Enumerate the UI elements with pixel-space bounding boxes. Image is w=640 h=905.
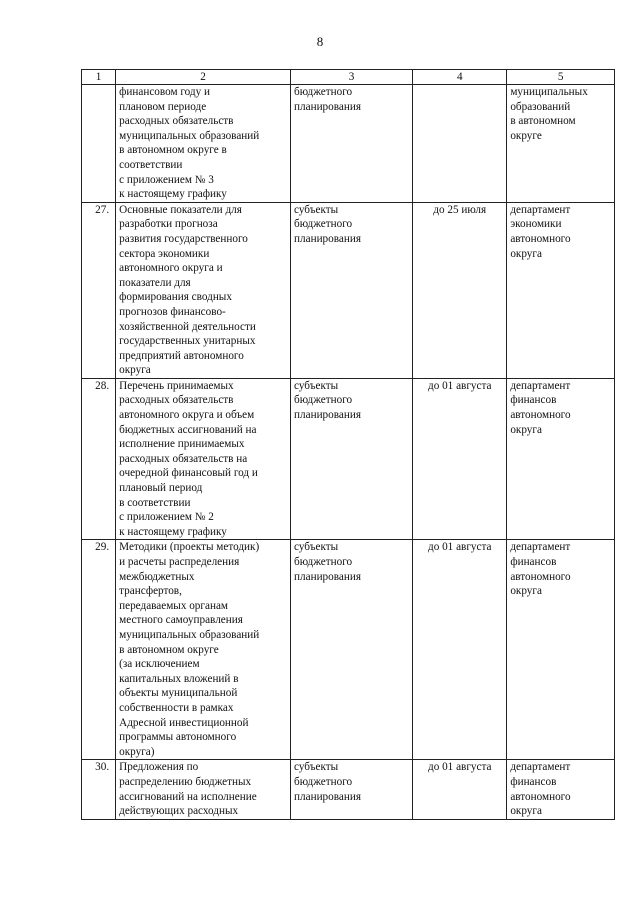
row-recipient: департамент финансов автономного округа bbox=[507, 760, 615, 819]
row-number: 27. bbox=[82, 202, 116, 378]
row-recipient: департамент финансов автономного округа bbox=[507, 540, 615, 760]
header-col-4: 4 bbox=[413, 70, 507, 85]
row-recipient: департамент финансов автономного округа bbox=[507, 378, 615, 540]
table-row bbox=[82, 760, 615, 819]
row-item: Методики (проекты методик) и расчеты распределения межбюджетных трансфертов, передаваемых органам местного самоуправления муниципальных образований в автономном округе (за исключением капитальных вложений в объекты муниципальной собственности в рамках Адресной инвестиционной программы автономного округа) bbox=[116, 540, 291, 760]
row-performer: субъекты бюджетного планирования bbox=[291, 540, 413, 760]
table-row bbox=[82, 378, 615, 540]
row-performer: субъекты бюджетного планирования bbox=[291, 202, 413, 378]
row-number: 28. bbox=[82, 378, 116, 540]
row-deadline: до 01 августа bbox=[413, 760, 507, 819]
header-col-3: 3 bbox=[291, 70, 413, 85]
row-deadline: до 01 августа bbox=[413, 540, 507, 760]
table-row bbox=[82, 85, 615, 203]
page-number: 8 bbox=[316, 34, 324, 49]
row-performer: бюджетного планирования bbox=[291, 85, 413, 203]
row-deadline: до 25 июля bbox=[413, 202, 507, 378]
row-item: Предложения по распределению бюджетных ассигнований на исполнение действующих расходных bbox=[116, 760, 291, 819]
row-recipient: департамент экономики автономного округа bbox=[507, 202, 615, 378]
schedule-table bbox=[81, 69, 615, 820]
row-performer: субъекты бюджетного планирования bbox=[291, 378, 413, 540]
table-row bbox=[82, 202, 615, 378]
table-header-row bbox=[82, 70, 615, 85]
table-row bbox=[82, 540, 615, 760]
header-col-1: 1 bbox=[82, 70, 116, 85]
row-number bbox=[82, 85, 116, 203]
row-number: 30. bbox=[82, 760, 116, 819]
row-recipient: муниципальных образований в автономном округе bbox=[507, 85, 615, 203]
row-deadline bbox=[413, 85, 507, 203]
row-item: финансовом году и плановом периоде расходных обязательств муниципальных образований в автономном округе в соответствии с приложением № 3 к настоящему графику bbox=[116, 85, 291, 203]
row-item: Перечень принимаемых расходных обязательств автономного округа и объем бюджетных ассигнований на исполнение принимаемых расходных обязательств на очередной финансовый год и плановый период в соответствии с приложением № 2 к настоящему графику bbox=[116, 378, 291, 540]
row-item: Основные показатели для разработки прогноза развития государственного сектора экономики автономного округа и показатели для формирования сводных прогнозов финансово- хозяйственной деятельности государственных унитарных предприятий автономного округа bbox=[116, 202, 291, 378]
header-col-2: 2 bbox=[116, 70, 291, 85]
row-deadline: до 01 августа bbox=[413, 378, 507, 540]
row-number: 29. bbox=[82, 540, 116, 760]
row-performer: субъекты бюджетного планирования bbox=[291, 760, 413, 819]
header-col-5: 5 bbox=[507, 70, 615, 85]
